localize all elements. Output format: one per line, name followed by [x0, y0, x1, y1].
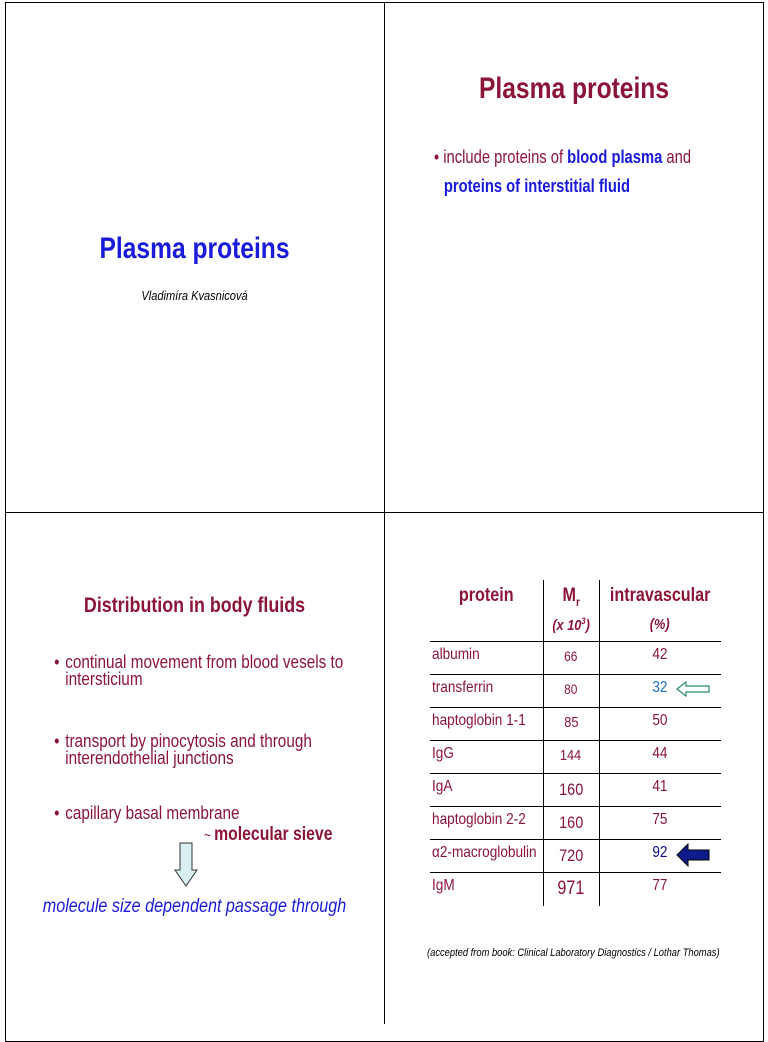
- slide3-bullet-2: [55, 731, 375, 769]
- source-citation: (accepted from book: Clinical Laboratory Diagnostics / Lothar Thomas): [427, 947, 720, 959]
- table-cell-mr: 971: [557, 878, 585, 899]
- bullet-line: transport by pinocytosis and through: [65, 731, 312, 751]
- bullet-line: interendothelial junctions: [65, 748, 234, 768]
- header-mr: $M_r$: [562, 585, 580, 609]
- vertical-divider: [384, 2, 385, 1024]
- slide3-bullet-3: [55, 803, 375, 824]
- slide3-note: molecule size dependent passage through: [42, 896, 347, 917]
- molecular-sieve-label: [204, 824, 332, 846]
- table-row-divider: [430, 839, 721, 840]
- table-cell-protein: IgA: [432, 778, 453, 795]
- bullet-bold-interstitial: proteins of interstitial fluid: [443, 176, 630, 196]
- tilde-symbol: ~: [204, 827, 211, 843]
- table-row-divider: [430, 806, 721, 807]
- table-row-divider: [430, 641, 721, 642]
- table-cell-protein: IgM: [432, 877, 455, 894]
- table-cell-mr: 160: [558, 813, 584, 832]
- table-cell-protein: haptoglobin 1-1: [432, 712, 526, 729]
- bullet-dot: •: [54, 652, 60, 672]
- table-cell-protein: IgG: [432, 745, 454, 762]
- table-cell-mr: 160: [558, 780, 584, 799]
- bullet-dot: •: [54, 731, 60, 751]
- header-protein: protein: [458, 585, 514, 606]
- table-cell-protein: α2-macroglobulin: [432, 844, 537, 861]
- header-mr-unit: (x $10^3$): [552, 616, 590, 634]
- slide3-title: Distribution in body fluids: [83, 594, 306, 617]
- table-row-divider: [430, 674, 721, 675]
- bullet-bold-blood-plasma: blood plasma: [567, 147, 663, 167]
- bullet-text-and: and: [662, 147, 692, 167]
- table-cell-intravascular: 92: [652, 844, 668, 861]
- table-cell-protein: transferrin: [432, 679, 494, 696]
- table-cell-intravascular: 41: [652, 778, 668, 795]
- table-row-divider: [430, 872, 721, 873]
- down-arrow-icon: [174, 842, 198, 888]
- table-cell-intravascular: 32: [652, 679, 668, 696]
- table-cell-intravascular: 50: [652, 712, 668, 729]
- header-intravascular-unit: (%): [650, 616, 670, 633]
- table-row-divider: [430, 773, 721, 774]
- header-intravascular: intravascular: [609, 585, 711, 606]
- table-cell-mr: 66: [564, 648, 578, 664]
- slide1-author: Vladimíra Kvasnicová: [141, 288, 248, 303]
- slide3-bullet-1: [55, 652, 375, 690]
- table-cell-intravascular: 77: [652, 877, 668, 894]
- table-cell-mr: 720: [558, 846, 584, 865]
- table-cell-protein: albumin: [432, 646, 480, 663]
- table-col-divider: [599, 580, 600, 906]
- slide1-title: Plasma proteins: [99, 232, 290, 265]
- slide2-title: Plasma proteins: [478, 72, 670, 105]
- bullet-text: include proteins of: [443, 147, 568, 167]
- table-cell-mr: 85: [563, 714, 579, 731]
- table-row-divider: [430, 707, 721, 708]
- table-cell-protein: haptoglobin 2-2: [432, 811, 526, 828]
- solid-arrow-icon: [676, 843, 710, 867]
- horizontal-divider: [5, 512, 764, 513]
- bullet-line: intersticium: [65, 669, 143, 689]
- bullet-dot: •: [434, 147, 444, 167]
- table-cell-intravascular: 75: [652, 811, 668, 828]
- hollow-arrow-icon: [676, 681, 710, 697]
- table-cell-intravascular: 42: [652, 646, 668, 663]
- molecular-sieve-text: molecular sieve: [214, 824, 333, 845]
- table-row-divider: [430, 740, 721, 741]
- slide2-bullet: [434, 143, 764, 201]
- bullet-line: continual movement from blood vesels to: [65, 652, 344, 672]
- bullet-dot: •: [54, 803, 60, 823]
- table-cell-mr: 80: [564, 681, 578, 697]
- bullet-line: capillary basal membrane: [65, 803, 240, 823]
- table-cell-intravascular: 44: [652, 745, 668, 762]
- table-cell-mr: 144: [560, 747, 582, 764]
